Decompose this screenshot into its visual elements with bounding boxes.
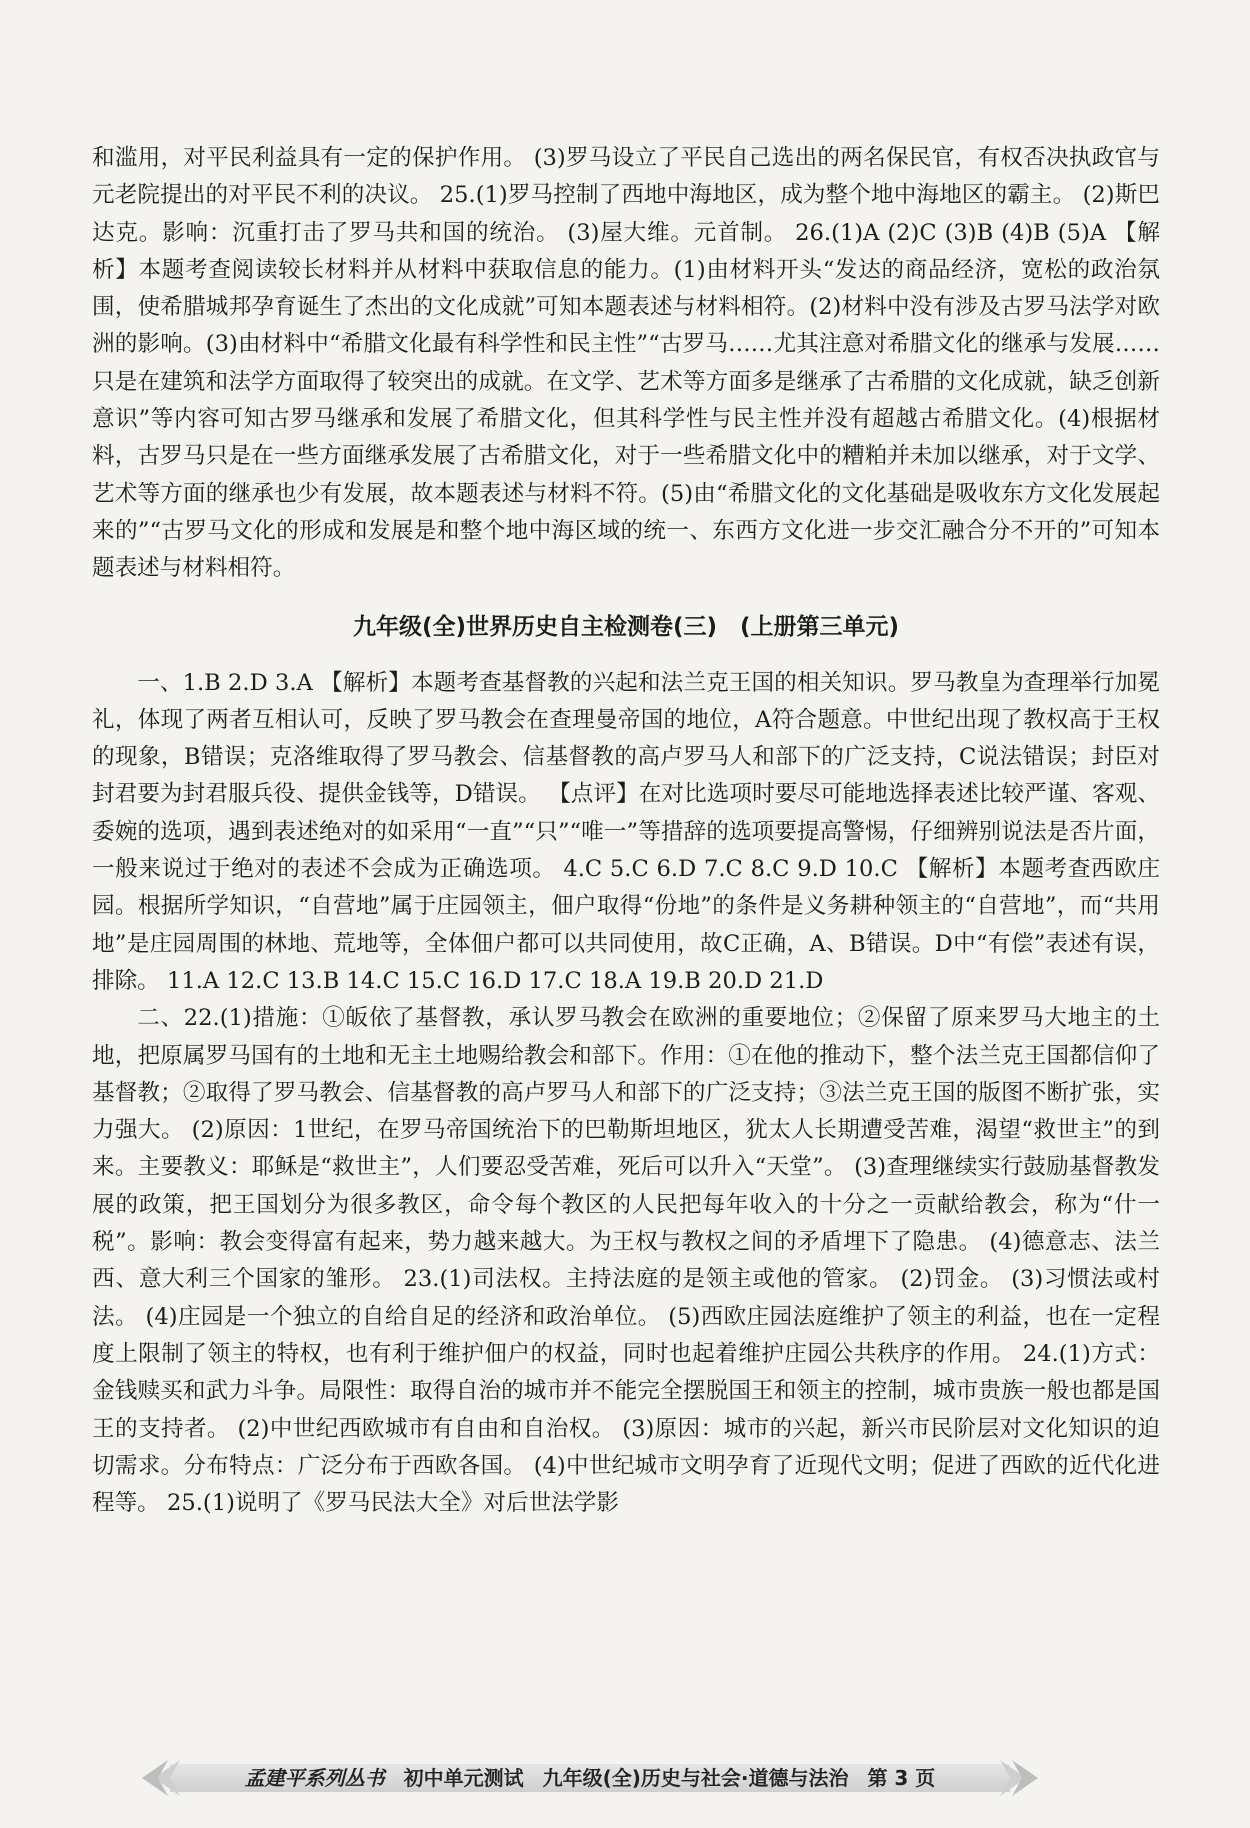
section-title: 九年级(全)世界历史自主检测卷(三) (上册第三单元) [352, 613, 900, 640]
part1-paragraph: 一、1.B 2.D 3.A 【解析】本题考查基督教的兴起和法兰克王国的相关知识。罗马教皇为查理举行加冕礼，体现了两者互相认可，反映了罗马教会在查理曼帝国的地位，A符合题意。中世纪出现了教权高于王权的现象，B错误；克洛维取得了罗马教会、信基督教的高卢罗马人和部下的广泛支持，C说法错误；封臣对封君要为封君服兵役、提供金钱等，D错误。 【点评】在对比选项时要尽可能地选择表述比较严谨、客观、委婉的选项，遇到表述绝对的如采用“一直”“只”“唯一”等措辞的选项要提高警惕，仔细辨别说法是否片面，一般来说过于绝对的表述不会成为正确选项。 4.C 5.C 6.D 7.C 8.C 9.D 10.C 【解析】本题考查西欧庄园。根据所学知识，“自营地”属于庄园领主，佃户取得“份地”的条件是义务耕种领主的“自营地”，而“共用地”是庄园周围的林地、荒地等，全体佃户都可以共同使用，故C正确，A、B错误。D中“有偿”表述有误，排除。 11.A 12.C 13.B 14.C 15.C 16.D 17.C 18.A 19.B 20.D 21.D [92, 669, 1160, 994]
part2-paragraph: 二、22.(1)措施：①皈依了基督教，承认罗马教会在欧洲的重要地位；②保留了原来罗马大地主的土地，把原属罗马国有的土地和无主土地赐给教会和部下。作用：①在他的推动下，整个法兰克王国都信仰了基督教；②取得了罗马教会、信基督教的高卢罗马人和部下的广泛支持；③法兰克王国的版图不断扩张，实力强大。 (2)原因：1世纪，在罗马帝国统治下的巴勒斯坦地区，犹太人长期遭受苦难，渴望“救世主”的到来。主要教义：耶稣是“救世主”，人们要忍受苦难，死后可以升入“天堂”。 (3)查理继续实行鼓励基督教发展的政策，把王国划分为很多教区，命令每个教区的人民把每年收入的十分之一贡献给教会，称为“什一税”。影响：教会变得富有起来，势力越来越大。为王权与教权之间的矛盾埋下了隐患。 (4)德意志、法兰西、意大利三个国家的雏形。 23.(1)司法权。主持法庭的是领主或他的管家。 (2)罚金。 (3)习惯法或村法。 (4)庄园是一个独立的自给自足的经济和政治单位。 (5)西欧庄园法庭维护了领主的利益，也在一定程度上限制了领主的特权，也有利于维护佃户的权益，同时也起着维护庄园公共秩序的作用。 24.(1)方式：金钱赎买和武力斗争。局限性：取得自治的城市并不能完全摆脱国王和领主的控制，城市贵族一般也都是国王的支持者。 (2)中世纪西欧城市有自由和自治权。 (3)原因：城市的兴起，新兴市民阶层对文化知识的迫切需求。分布特点：广泛分布于西欧各国。 (4)中世纪城市文明孕育了近现代文明；促进了西欧的近代化进程等。 25.(1)说明了《罗马民法大全》对后世法学影 [92, 1005, 1160, 1517]
page-footer [140, 1758, 1040, 1798]
footer-text [140, 1764, 1040, 1792]
series-name: 孟建平系列丛书 [244, 1766, 385, 1790]
book-name: 初中单元测试 [403, 1766, 524, 1790]
continuation-paragraph: 和滥用，对平民利益具有一定的保护作用。 (3)罗马设立了平民自己选出的两名保民官，有权否决执政官与元老院提出的对平民不利的决议。 25.(1)罗马控制了西地中海地区，成为整个地中海地区的霸主。 (2)斯巴达克。影响：沉重打击了罗马共和国的统治。 (3)屋大维。元首制。 26.(1)A (2)C (3)B (4)B (5)A 【解析】本题考查阅读较长材料并从材料中获取信息的能力。(1)由材料开头“发达的商品经济，宽松的政治氛围，使希腊城邦孕育诞生了杰出的文化成就”可知本题表述与材料相符。(2)材料中没有涉及古罗马法学对欧洲的影响。(3)由材料中“希腊文化最有科学性和民主性”“古罗马……尤其注意对希腊文化的继承与发展……只是在建筑和法学方面取得了较突出的成就。在文学、艺术等方面多是继承了古希腊的文化成就，缺乏创新意识”等内容可知古罗马继承和发展了希腊文化，但其科学性与民主性并没有超越古希腊文化。(4)根据材料，古罗马只是在一些方面继承发展了古希腊文化，对于一些希腊文化中的糟粕并未加以继承，对于文学、艺术等方面的继承也少有发展，故本题表述与材料不符。(5)由“希腊文化的文化基础是吸收东方文化发展起来的”“古罗马文化的形成和发展是和整个地中海区域的统一、东西方文化进一步交汇融合分不开的”可知本题表述与材料相符。 [92, 145, 1160, 582]
answer-content [92, 140, 1160, 1522]
page-number: 第 3 页 [867, 1766, 936, 1790]
subject-name: 九年级(全)历史与社会·道德与法治 [542, 1766, 849, 1790]
